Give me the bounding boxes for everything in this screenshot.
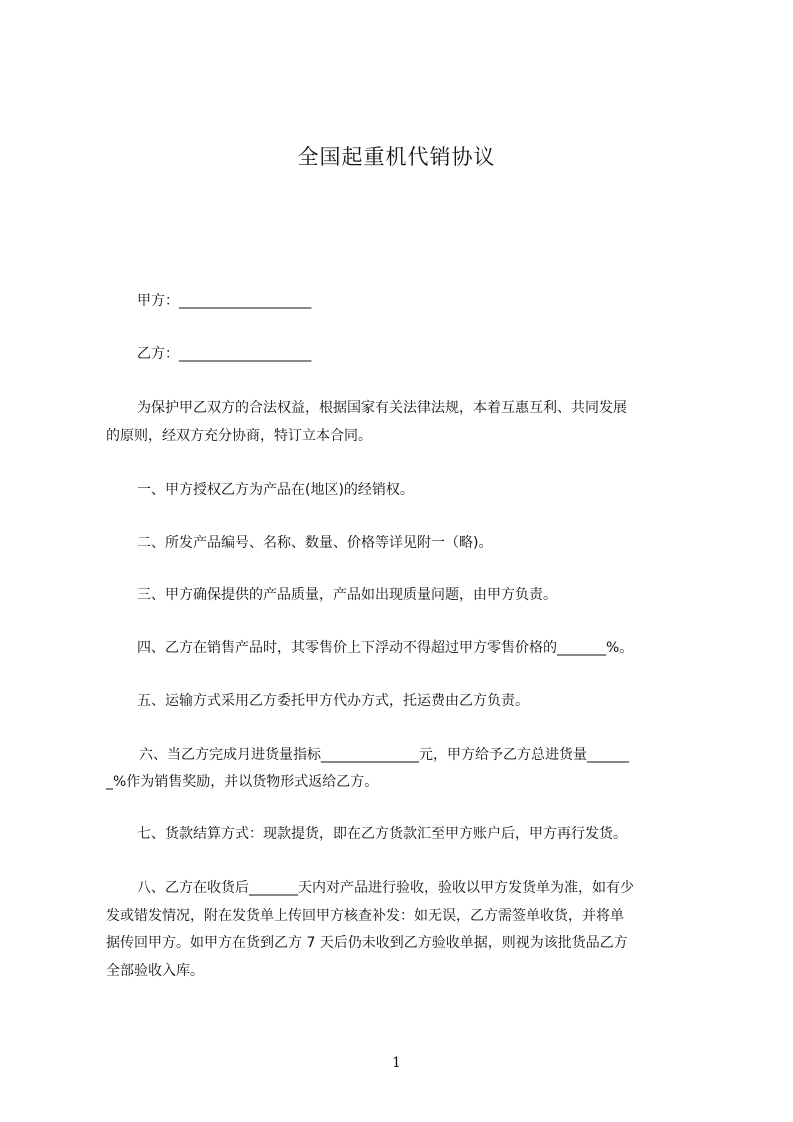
- clause-4: 四、乙方在销售产品时，其零售价上下浮动不得超过甲方零售价格的_______%。: [137, 640, 634, 656]
- party-a-label: 甲方：: [137, 293, 179, 309]
- preamble-line-2: 的原则，经双方充分协商，特订立本合同。: [106, 428, 372, 444]
- clause-8-line-1: 八、乙方在收货后_______天内对产品进行验收，验收以甲方发货单为准，如有少: [137, 880, 634, 896]
- clause-8-line-4: 全部验收入库。: [106, 963, 204, 979]
- clause-6-line-2: _%作为销售奖励，并以货物形式返给乙方。: [106, 774, 379, 790]
- clause-3: 三、甲方确保提供的产品质量，产品如出现质量问题，由甲方负责。: [137, 587, 557, 603]
- document-title: 全国起重机代销协议: [297, 145, 496, 169]
- party-b-line: [137, 344, 311, 364]
- clause-7: 七、货款结算方式：现款提货，即在乙方货款汇至甲方账户后，甲方再行发货。: [137, 826, 627, 842]
- clause-1: 一、甲方授权乙方为产品在(地区)的经销权。: [137, 482, 414, 498]
- clause-8-line-2: 发或错发情况，附在发货单上传回甲方核查补发：如无误，乙方需签单收货，并将单: [106, 908, 624, 924]
- preamble-line-1: 为保护甲乙双方的合法权益，根据国家有关法律法规，本着互惠互利、共同发展: [137, 400, 627, 416]
- party-b-blank: ____________________: [179, 346, 312, 362]
- party-a-blank: ____________________: [179, 293, 312, 309]
- party-a-line: [137, 291, 311, 311]
- clause-5: 五、运输方式采用乙方委托甲方代办方式，托运费由乙方负责。: [137, 693, 529, 709]
- clause-2: 二、所发产品编号、名称、数量、价格等详见附一（略)。: [137, 535, 493, 551]
- party-b-label: 乙方：: [137, 346, 179, 362]
- clause-8-line-3: 据传回甲方。如甲方在货到乙方 7 天后仍未收到乙方验收单据，则视为该批货品乙方: [106, 935, 628, 951]
- page-number: 1: [392, 1055, 401, 1071]
- clause-6-line-1: 六、当乙方完成月进货量指标______________元，甲方给予乙方总进货量______: [139, 747, 629, 763]
